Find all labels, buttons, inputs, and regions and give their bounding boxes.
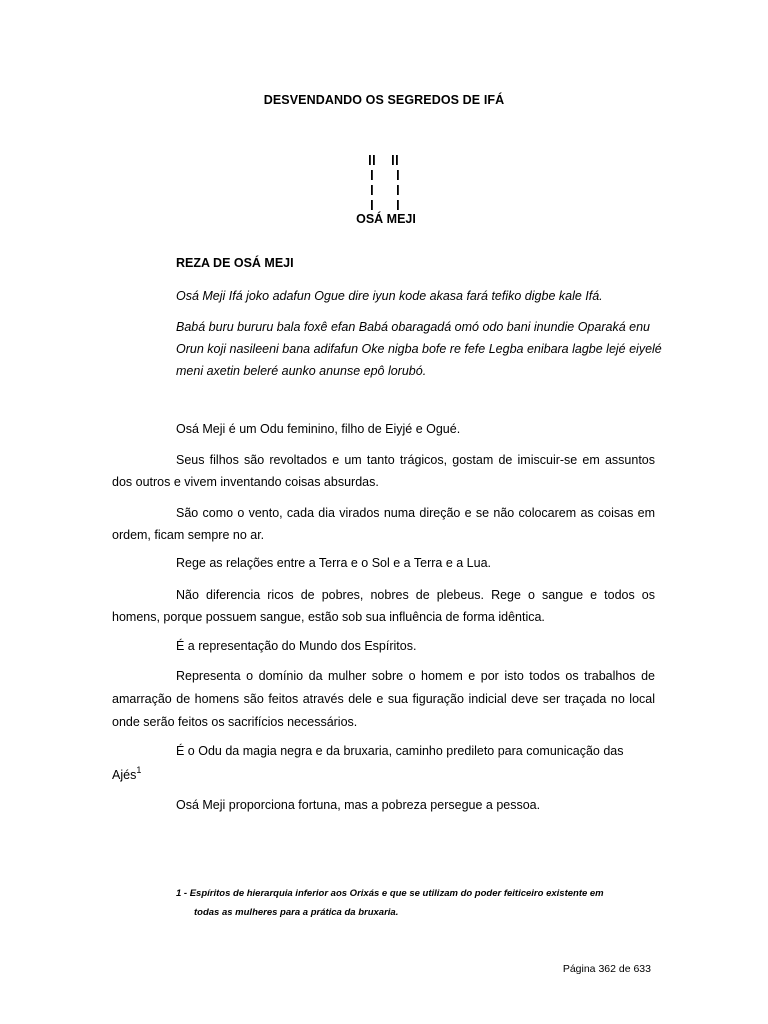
odu-name: OSÁ MEJI (356, 212, 416, 226)
paragraph-7: Representa o domínio da mulher sobre o homem e por isto todos os trabalhos de amarração de homens são feitos através dele e sua figuração indicial deve ser traçada no local onde serão feitos os sacrifícios necessários. (112, 669, 655, 729)
prayer-heading: REZA DE OSÁ MEJI (176, 256, 294, 270)
footnote-line-1: 1 - Espíritos de hierarquia inferior aos Orixás e que se utilizam do poder feiticeiro existente em (176, 888, 604, 899)
prayer-line-1: Osá Meji Ifá joko adafun Ogue dire iyun kode akasa fará tefiko digbe kale Ifá. (176, 289, 603, 303)
paragraph-4: Rege as relações entre a Terra e o Sol e a Terra e a Lua. (176, 556, 492, 570)
footnote-ref[interactable]: 1 (136, 765, 142, 775)
paragraph-8: É o Odu da magia negra e da bruxaria, caminho predileto para comunicação das (176, 744, 624, 758)
paragraph-2: Seus filhos são revoltados e um tanto trágicos, gostam de imiscuir-se em assuntos dos outros e vivem inventando coisas absurdas. (112, 453, 655, 489)
paragraph-3: São como o vento, cada dia virados numa direção e se não colocarem as coisas em ordem, ficam sempre no ar. (112, 506, 655, 542)
paragraph-1: Osá Meji é um Odu feminino, filho de Eiyjé e Ogué. (176, 422, 461, 436)
paragraph-8-continuation (112, 764, 141, 786)
paragraph-5: Não diferencia ricos de pobres, nobres de plebeus. Rege o sangue e todos os homens, porque possuem sangue, estão sob sua influência de forma idêntica. (112, 588, 655, 624)
footnote-line-2: todas as mulheres para a prática da bruxaria. (194, 907, 399, 918)
paragraph-9: Osá Meji proporciona fortuna, mas a pobreza persegue a pessoa. (176, 798, 541, 812)
document-title: DESVENDANDO OS SEGREDOS DE IFÁ (263, 93, 505, 107)
odu-sign-icon (366, 152, 406, 212)
prayer-line-2: Babá buru bururu bala foxê efan Babá obaragadá omó odo bani inundie Oparaká enu Orun koji nasileeni bana adifafun Oke nigba bofe re fefe Legba enibara lagbe lejé eiyelé meni axetin beleré aunko anunse epô lorubó. (176, 320, 662, 378)
ajes-word: Ajés (112, 768, 137, 782)
footnote (176, 884, 616, 922)
page-number: Página 362 de 633 (562, 963, 651, 975)
paragraph-6: É a representação do Mundo dos Espíritos. (176, 639, 417, 653)
